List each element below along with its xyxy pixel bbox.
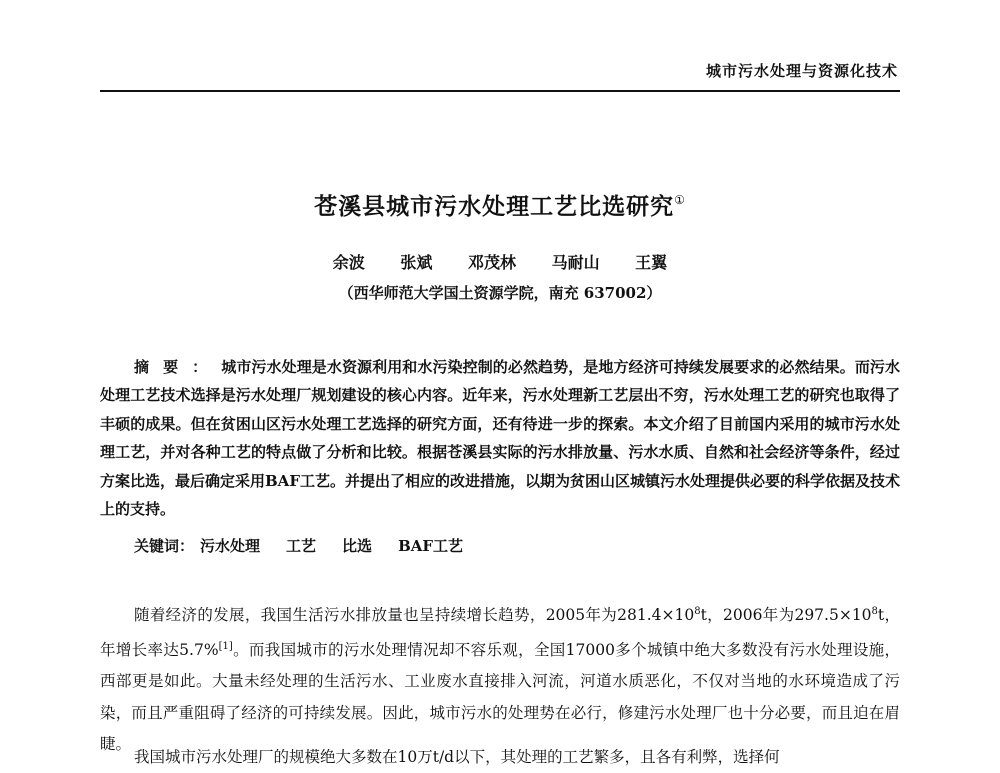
author-name: 王翼 [635, 253, 668, 272]
abstract-text: 城市污水处理是水资源利用和水污染控制的必然趋势，是地方经济可持续发展要求的必然结果。而污水处理工艺技术选择是污水处理厂规划建设的核心内容。近年来，污水处理新工艺层出不穷，污水处理工艺的研究也取得了丰硕的成果。但在贫困山区污水处理工艺选择的研究方面，还有待进一步的探索。本文介绍了目前国内采用的城市污水处理工艺，并对各种工艺的特点做了分析和比较。根据苍溪县实际的污水排放量、污水水质、自然和社会经济等条件，经过方案比选，最后确定采用BAF工艺。并提出了相应的改进措施，以期为贫困山区城镇污水处理提供必要的科学依据及技术上的支持。 [100, 358, 900, 519]
paper-title [0, 188, 1000, 221]
keywords [134, 535, 894, 556]
body-text-segment: t，2006年为297.5×10 [700, 606, 872, 624]
citation-ref: [1] [218, 641, 233, 653]
body-text-segment: 随着经济的发展，我国生活污水排放量也呈持续增长趋势，2005年为281.4×10 [134, 606, 695, 624]
abstract-label: 摘要： [134, 358, 222, 376]
keyword: BAF工艺 [398, 537, 464, 555]
abstract [100, 353, 900, 523]
keyword: 污水处理 [200, 537, 261, 555]
keyword: 比选 [342, 537, 373, 555]
affiliation: （西华师范大学国土资源学院，南充 637002） [338, 284, 662, 302]
author-name: 余波 [332, 253, 365, 272]
author-name: 邓茂林 [467, 253, 516, 272]
body-text-segment: 。而我国城市的污水处理情况却不容乐观，全国17000多个城镇中绝大多数没有污水处理设施，西部更是如此。大量未经处理的生活污水、工业废水直接排入河流，河道水质恶化，不仅对当地的水环境造成了污染，而且严重阻碍了经济的可持续发展。因此，城市污水的处理势在必行，修建污水处理厂也十分必要，而且迫在眉睫。 [100, 641, 900, 753]
keywords-label: 关键词： [134, 537, 195, 555]
body-paragraph-2: 我国城市污水处理厂的规模绝大多数在10万t/d以下，其处理的工艺繁多，且各有利弊，选择何 [134, 748, 780, 766]
author-name: 马耐山 [551, 253, 600, 272]
superscript: 8 [694, 606, 701, 617]
paper-title-text: 苍溪县城市污水处理工艺比选研究 [314, 194, 675, 220]
running-header [100, 58, 900, 92]
author-name: 张斌 [400, 253, 433, 272]
body-text-segment: t，年增长率达5.7% [100, 606, 900, 660]
author-list [0, 250, 1000, 273]
title-footnote-mark: ① [674, 193, 686, 207]
keyword: 工艺 [286, 537, 317, 555]
body-paragraph-1 [100, 596, 900, 760]
superscript: 8 [871, 606, 878, 617]
running-header-text: 城市污水处理与资源化技术 [705, 62, 898, 80]
